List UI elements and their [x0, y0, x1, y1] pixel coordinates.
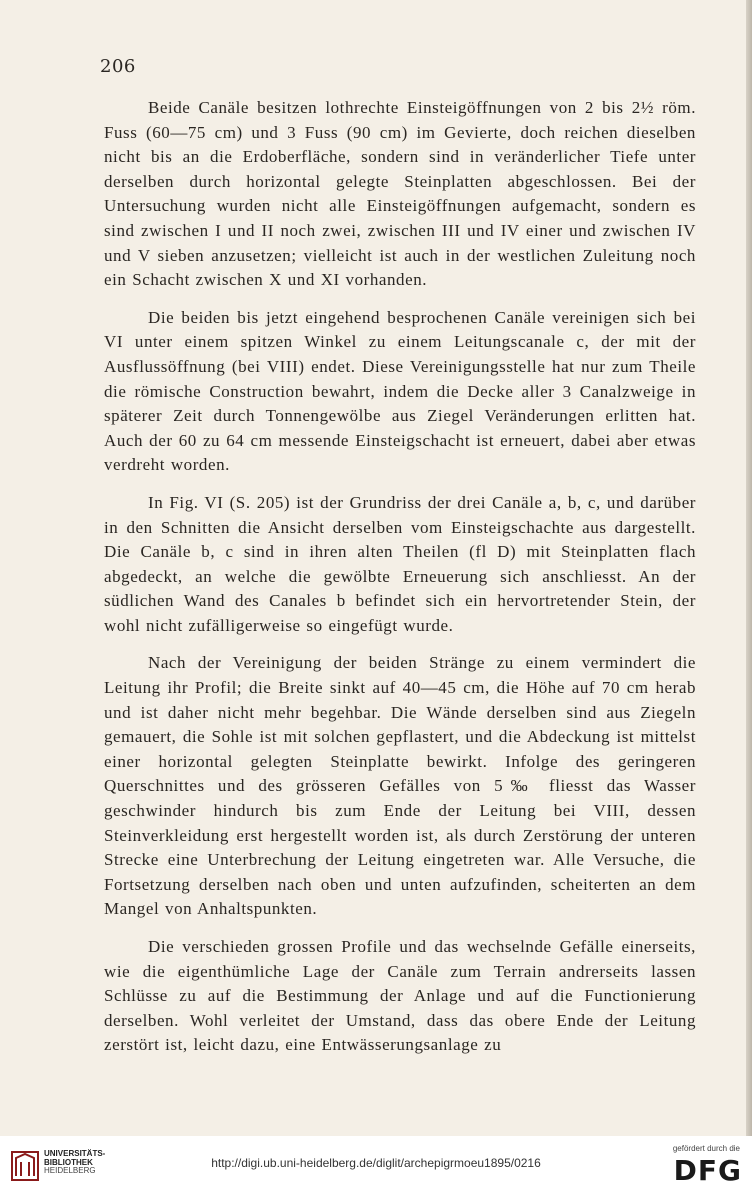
- page-number: 206: [100, 56, 136, 77]
- paragraph-1: Beide Canäle besitzen lothrechte Einsteigöffnungen von 2 bis 2½ röm. Fuss (60—75 cm) und 3 Fuss (90 cm) im Gevierte, doch reichen dieselben nicht bis an die Erdoberfläche, sondern sind in veränderlicher Tiefe unter derselben durch horizontal gelegte Steinplatten abgeschlossen. Bei der Untersuchung wurden nicht alle Einsteigöffnungen aufgemacht, sondern es sind zwischen I und II noch zwei, zwischen III und IV einer und zwischen IV und V sieben anzusetzen; vielleicht ist auch in der westlichen Zuleitung noch ein Schacht zwischen X und XI vorhanden.: [104, 98, 696, 290]
- paragraph-3: In Fig. VI (S. 205) ist der Grundriss der drei Canäle a, b, c, und darüber in den Schnitten die Ansicht derselben vom Einsteigschachte aus dargestellt. Die Canäle b, c sind in ihren alten Theilen (fl D) mit Steinplatten flach abgedeckt, an welche die gewölbte Erneuerung sich anschliesst. An der südlichen Wand des Canales b befindet sich ein hervortretender Stein, der wohl nicht zufälligerweise so eingefügt wurde.: [104, 492, 696, 635]
- paragraph-4: Nach der Vereinigung der beiden Stränge zu einem vermindert die Leitung ihr Profil; die Breite sinkt auf 40—45 cm, die Höhe auf 70 cm herab und ist daher nicht mehr begehbar. Die Wände derselben sind aus Ziegeln gemauert, die Sohle ist mit solchen gepflastert, und die Abdeckung ist mittelst einer horizontal gelegten Steinplatte bewirkt. Infolge des geringeren Querschnittes und des grösseren Gefälles von 5‰ fliesst das Wasser geschwinder hindurch bis zum Ende der Leitung bei VIII, dessen Steinverkleidung erst hergestellt worden ist, als durch Zerstörung der unteren Strecke eine Unterbrechung der Leitung eingetreten war. Alle Versuche, die Fortsetzung derselben nach oben und unten aufzufinden, scheiterten an dem Mangel von Anhaltspunkten.: [104, 653, 696, 919]
- body-text: [104, 96, 696, 1071]
- digitization-footer: [0, 1136, 752, 1192]
- page-edge-shadow: [746, 0, 752, 1136]
- permalink-url[interactable]: http://digi.ub.uni-heidelberg.de/diglit/archepigrmoeu1895/0216: [211, 1156, 541, 1170]
- library-name: UNIVERSITÄTS- BIBLIOTHEK HEIDELBERG: [44, 1149, 106, 1175]
- paragraph-2: Die beiden bis jetzt eingehend besprochenen Canäle vereinigen sich bei VI unter einem spitzen Winkel zu einem Leitungscanale c, der mit der Ausflussöffnung (bei VIII) endet. Diese Vereinigungsstelle hat nur zum Theile die römische Construction bewahrt, indem die Decke aller 3 Canalzweige in späterer Zeit durch Tonnengewölbe aus Ziegel Veränderungen erlitten hat. Auch der 60 zu 64 cm messende Einsteigschacht ist erneuert, dabei aber etwas verdreht worden.: [104, 307, 696, 475]
- funded-by-label: gefördert durch die: [672, 1144, 740, 1153]
- dfg-logo: DFG: [673, 1154, 742, 1187]
- paragraph-5: Die verschieden grossen Profile und das wechselnde Gefälle einerseits, wie die eigenthümliche Lage der Canäle zum Terrain andrerseits lassen Schlüsse zu auf die Bestimmung der Anlage und auf die Functionierung derselben. Wohl verleitet der Umstand, dass das obere Ende der Leitung zerstört ist, leicht dazu, eine Entwässerungsanlage zu: [104, 937, 696, 1055]
